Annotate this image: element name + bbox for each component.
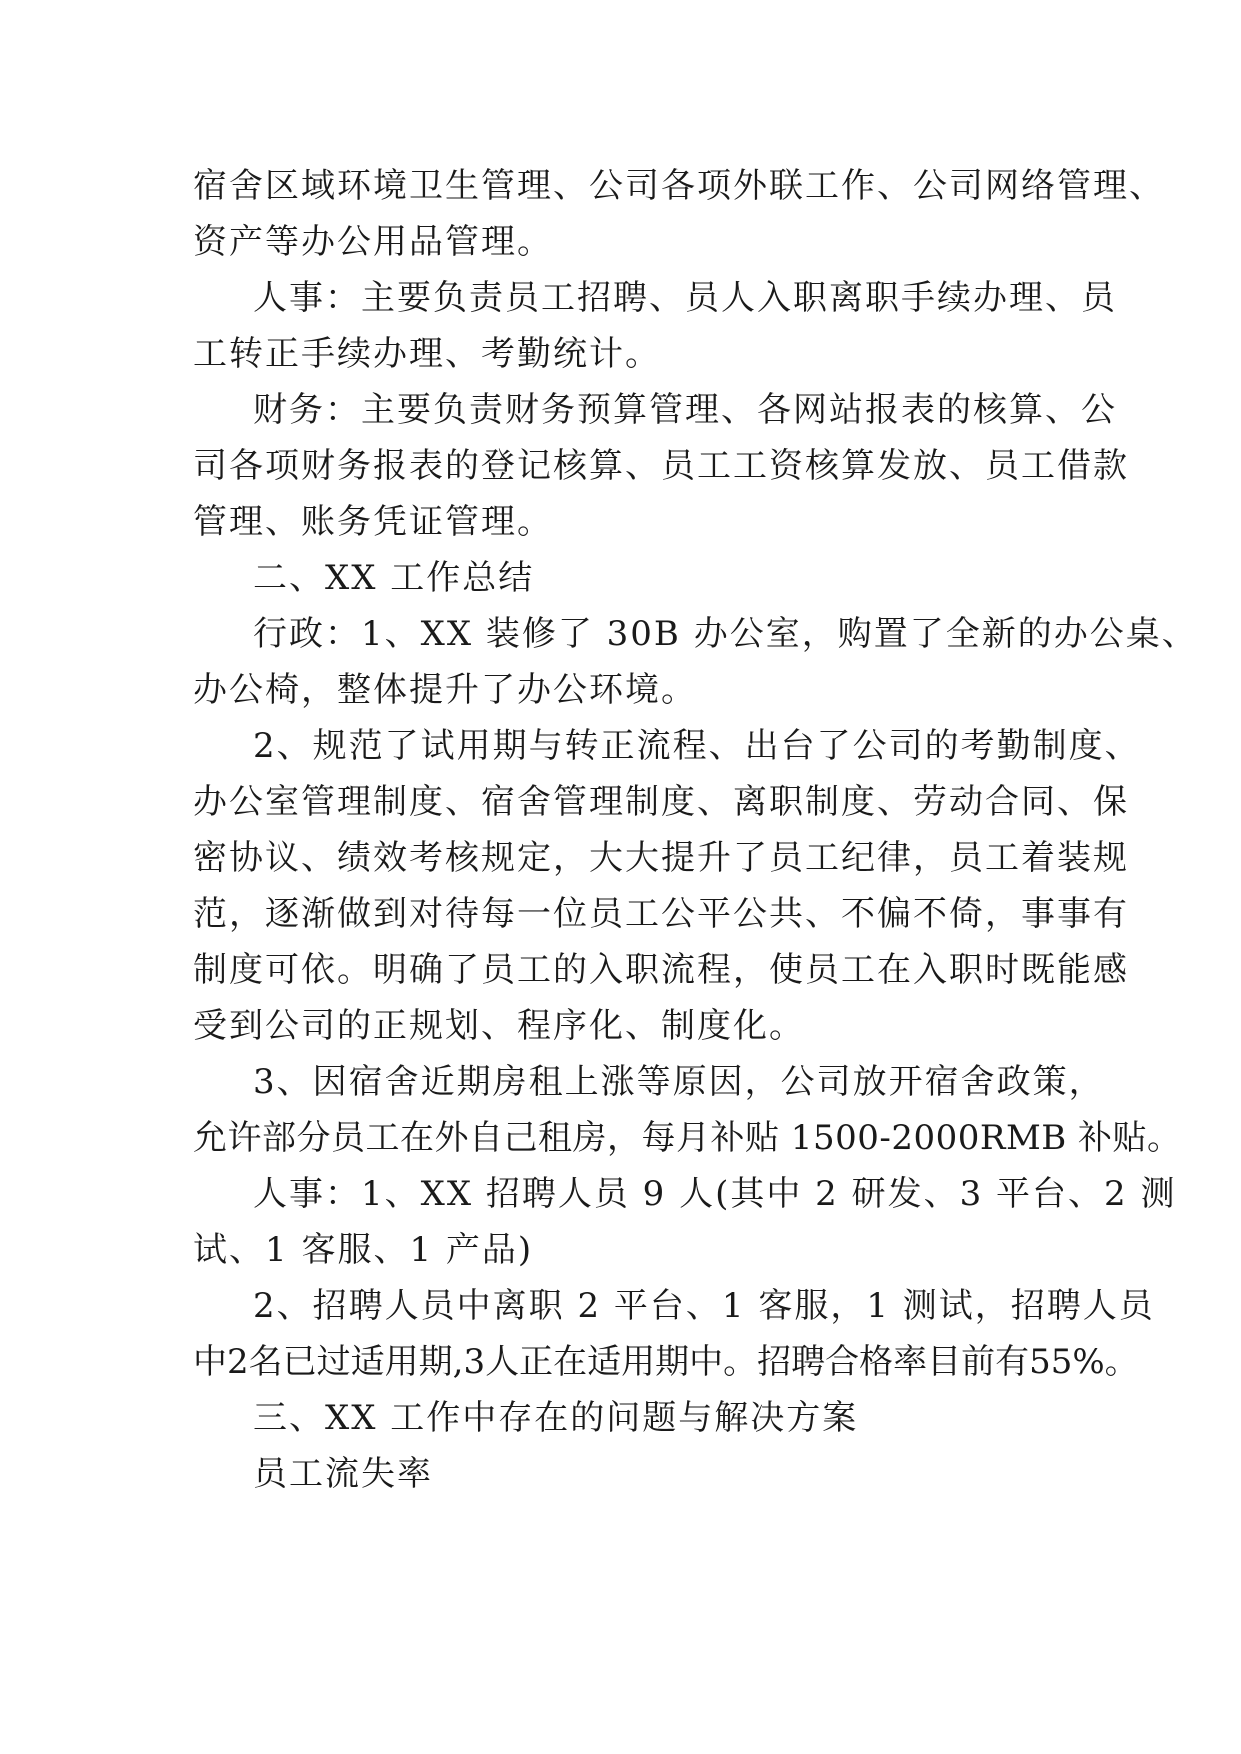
text-line: 允许部分员工在外自己租房，每月补贴 1500-2000RMB 补贴。: [193, 1118, 1182, 1158]
section-heading: 三、XX 工作中存在的问题与解决方案: [253, 1398, 859, 1438]
text-line: 资产等办公用品管理。: [193, 222, 553, 262]
text-line: 范，逐渐做到对待每一位员工公平公共、不偏不倚，事事有: [193, 894, 1129, 934]
text-line: 办公椅，整体提升了办公环境。: [193, 670, 697, 710]
paragraph-start-line: 3、因宿舍近期房租上涨等原因，公司放开宿舍政策，: [253, 1062, 1105, 1102]
paragraph-start-line: 人事：主要负责员工招聘、员人入职离职手续办理、员: [253, 278, 1117, 318]
paragraph-start-line: 2、招聘人员中离职 2 平台、1 客服，1 测试，招聘人员: [253, 1286, 1155, 1326]
text-line: 司各项财务报表的登记核算、员工工资核算发放、员工借款: [193, 446, 1129, 486]
section-heading: 二、XX 工作总结: [253, 558, 535, 598]
text-line: 办公室管理制度、宿舍管理制度、离职制度、劳动合同、保: [193, 782, 1129, 822]
text-line: 试、1 客服、1 产品): [193, 1230, 534, 1270]
text-line: 密协议、绩效考核规定，大大提升了员工纪律，员工着装规: [193, 838, 1129, 878]
paragraph-start-line: 人事：1、XX 招聘人员 9 人(其中 2 研发、3 平台、2 测: [253, 1174, 1177, 1214]
paragraph-start-line: 2、规范了试用期与转正流程、出台了公司的考勤制度、: [253, 726, 1141, 766]
text-line: 管理、账务凭证管理。: [193, 502, 553, 542]
text-line: 受到公司的正规划、程序化、制度化。: [193, 1006, 805, 1046]
text-line: 中2名已过适用期,3人正在适用期中。招聘合格率目前有55%。: [193, 1342, 1139, 1382]
paragraph-start-line: 行政：1、XX 装修了 30B 办公室，购置了全新的办公桌、: [253, 614, 1198, 654]
text-line: 宿舍区域环境卫生管理、公司各项外联工作、公司网络管理、: [193, 166, 1165, 206]
paragraph-start-line: 财务：主要负责财务预算管理、各网站报表的核算、公: [253, 390, 1117, 430]
text-line: 工转正手续办理、考勤统计。: [193, 334, 661, 374]
text-line: 制度可依。明确了员工的入职流程，使员工在入职时既能感: [193, 950, 1129, 990]
subheading: 员工流失率: [253, 1454, 433, 1494]
